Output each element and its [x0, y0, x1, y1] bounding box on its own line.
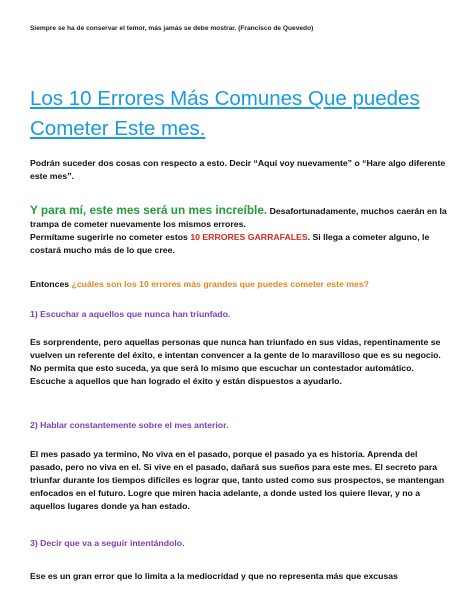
section-body: El mes pasado ya termino, No viva en el pasado, porque el pasado ya es historia. Aprenda del pasado, pero no viva en el. Si vive en el pasado, dañará sus sueños para este mes. El secreto para triunfar durante los tiempos difíciles es lograr que, tanto usted como sus prospectos, se mantengan enfocados en el futuro. Logre que miren hacia adelante, a donde usted los quiere llevar, y no a aquellos lugares donde ya han estado. [30, 449, 445, 511]
page-title: Los 10 Errores Más Comunes Que puedes Cometer Este mes. [30, 87, 420, 140]
paragraph-text: Permítame sugerirle no cometer estos [30, 232, 191, 242]
intro-paragraph: Podrán suceder dos cosas con respecto a esto. Decir “Aquí voy nuevamente” o “Hare algo diferente este mes”. [30, 158, 446, 181]
question-text: ¿cuáles son los 10 errores más grandes que puedes cometer este mes? [71, 279, 369, 289]
highlight-text: Y para mí, este mes será un mes increíble. [30, 203, 268, 217]
section-body: Ese es un gran error que lo limita a la mediocridad y que no representa más que excusas [30, 571, 398, 581]
red-emphasis-text: 10 ERRORES GARRAFALES [190, 232, 308, 242]
paragraph-text: . Si llega a cometer alguno, le costará mucho más de lo que cree. [30, 232, 430, 255]
section-heading: 3) Decir que va a seguir intentándolo. [30, 538, 185, 548]
section-heading: 2) Hablar constantemente sobre el mes anterior. [30, 420, 229, 430]
section-heading: 1) Escuchar a aquellos que nunca han triunfado. [30, 309, 231, 319]
paragraph-text: Desafortunadamente, muchos caerán en la trampa de cometer nuevamente los mismos errores. [30, 206, 447, 229]
section-body: Es sorprendente, pero aquellas personas que nunca han triunfado en sus vidas, repentinamente se vuelven un referente del éxito, e intentan convencer a la gente de lo maravilloso que es su negocio. No permita que esto suceda, ya que será lo mismo que escuchar un contestador automático. Escuche a aquellos que han logrado el éxito y están dispuestos a ayudarlo. [30, 337, 441, 386]
highlight-paragraph [30, 204, 448, 257]
question-paragraph [30, 278, 448, 291]
header-quote: Siempre se ha de conservar el temor, más jamás se debe mostrar. (Francisco de Quevedo) [30, 25, 314, 32]
question-prefix: Entonces [30, 279, 72, 289]
